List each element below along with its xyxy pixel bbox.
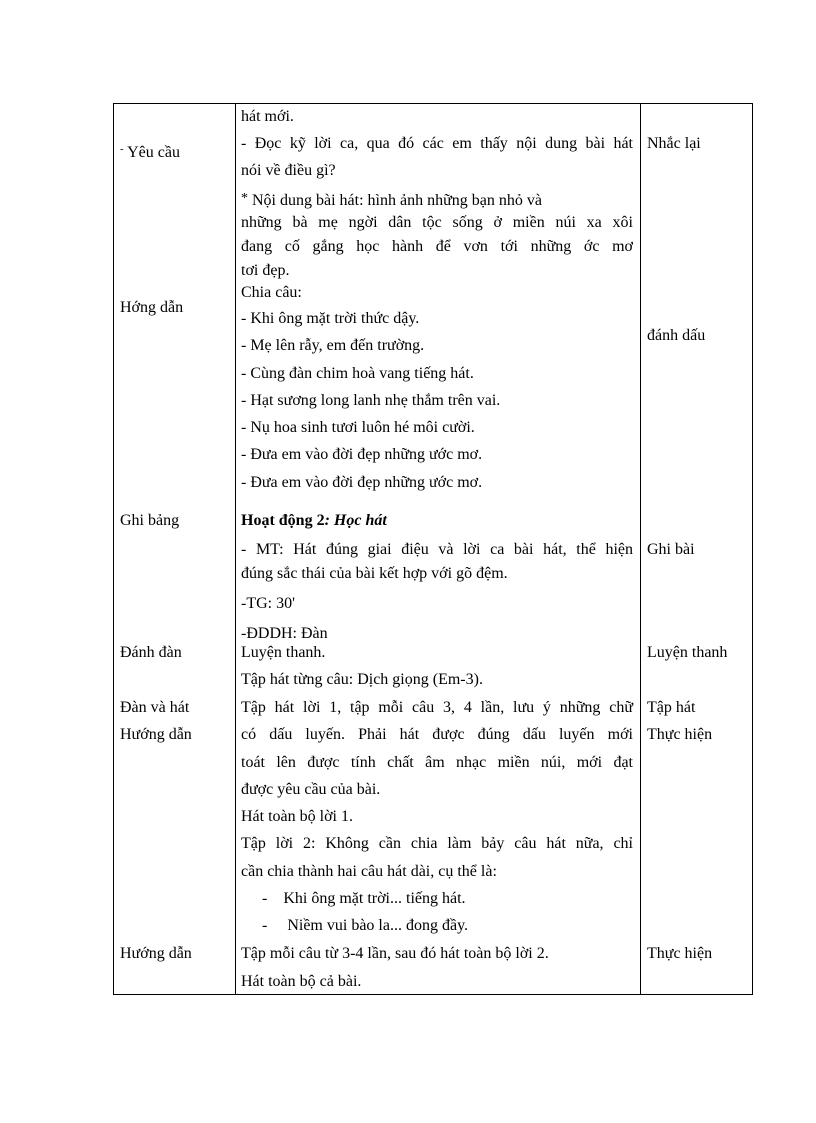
activity-2-title: : Học hát: [324, 512, 387, 529]
mid-line: nói về điều gì?: [241, 162, 336, 179]
mid-line: những bà mẹ ngời dân tộc sống ở miền núi xa xôi: [241, 214, 633, 231]
activity-2-heading: [241, 511, 633, 531]
left-huong-dan-2: Hướng dẫn: [120, 726, 192, 743]
mid-line: Luyện thanh.: [241, 644, 326, 661]
mid-line: Hát toàn bộ lời 1.: [241, 808, 353, 825]
mid-line: -TG: 30': [241, 595, 295, 612]
mid-line: - Nụ hoa sinh tươi luôn hé môi cười.: [241, 419, 475, 436]
right-luyen-thanh: Luyện thanh: [647, 644, 728, 661]
mid-line: - Đưa em vào đời đẹp những ước mơ.: [241, 446, 483, 463]
right-thuc-hien-1: Thực hiện: [647, 726, 713, 743]
mid-line: - Đưa em vào đời đẹp những ước mơ.: [241, 474, 483, 491]
right-nhac-lai: Nhắc lại: [647, 135, 701, 152]
mid-line: Tập hát từng câu: Dịch giọng (Em-3).: [241, 671, 483, 688]
mid-line: - MT: Hát đúng giai điệu và lời ca bài hát, thể hiện: [241, 541, 633, 558]
mid-line: có dấu luyến. Phải hát được đúng dấu luyến mới: [241, 726, 633, 743]
lesson-table: [113, 103, 753, 995]
right-ghi-bai: Ghi bài: [647, 541, 695, 558]
mid-line: đang cố gắng học hành để vơn tới những ớc mơ: [241, 238, 633, 255]
mid-line: cần chia thành hai câu hát dài, cụ thể là:: [241, 863, 497, 880]
left-huong-dan-1: Hớng dẫn: [120, 299, 184, 316]
activity-2-label: Hoạt động 2: [241, 512, 325, 529]
mid-line: đúng sắc thái của bài kết hợp với gõ đệm.: [241, 565, 508, 582]
mid-line: được yêu cầu của bài.: [241, 781, 381, 798]
mid-line-content-heading: [241, 189, 633, 211]
mid-line: - Hạt sương long lanh nhẹ thắm trên vai.: [241, 392, 501, 409]
mid-line: Tập mỗi câu từ 3-4 lần, sau đó hát toàn bộ lời 2.: [241, 945, 549, 962]
mid-line: - Khi ông mặt trời thức dậy.: [241, 310, 420, 327]
mid-line: Chia câu:: [241, 284, 302, 301]
mid-line: Tập hát lời 1, tập mỗi câu 3, 4 lần, lưu ý những chữ: [241, 699, 633, 716]
mid-line: - Mẹ lên rẫy, em đến trường.: [241, 337, 425, 354]
left-dan-va-hat: Đàn và hát: [120, 699, 190, 716]
right-tap-hat: Tập hát: [647, 699, 696, 716]
content-heading-text: Nội dung bài hát: hình ảnh những bạn nhỏ và: [252, 192, 542, 209]
right-danh-dau: đánh dấu: [647, 327, 706, 344]
mid-line: toát lên được tính chất âm nhạc miền núi, mới đạt: [241, 754, 633, 771]
mid-line: tơi đẹp.: [241, 262, 290, 279]
left-yeu-cau: [120, 139, 180, 163]
mid-line: -ĐDDH: Đàn: [241, 625, 328, 642]
right-thuc-hien-2: Thực hiện: [647, 945, 713, 962]
mid-line: - Cùng đàn chim hoà vang tiếng hát.: [241, 365, 474, 382]
column-divider-left: [235, 104, 236, 994]
mid-line: - Đọc kỹ lời ca, qua đó các em thấy nội dung bài hát: [241, 135, 633, 152]
bullet-mark: -: [120, 143, 124, 155]
label-yeu-cau: Yêu cầu: [127, 144, 180, 161]
column-divider-right: [640, 104, 641, 994]
mid-line: Hát toàn bộ cả bài.: [241, 973, 362, 990]
mid-line: Tập lời 2: Không cần chia làm bảy câu hát nữa, chỉ: [241, 835, 633, 852]
star-mark: *: [241, 191, 248, 206]
left-huong-dan-3: Hướng dẫn: [120, 945, 192, 962]
mid-line: hát mới.: [241, 108, 294, 125]
left-danh-dan: Đánh đàn: [120, 644, 182, 661]
mid-line: - Niềm vui bào la... đong đầy.: [262, 917, 469, 934]
left-ghi-bang: Ghi bảng: [120, 512, 180, 529]
mid-line: - Khi ông mặt trời... tiếng hát.: [262, 890, 466, 907]
